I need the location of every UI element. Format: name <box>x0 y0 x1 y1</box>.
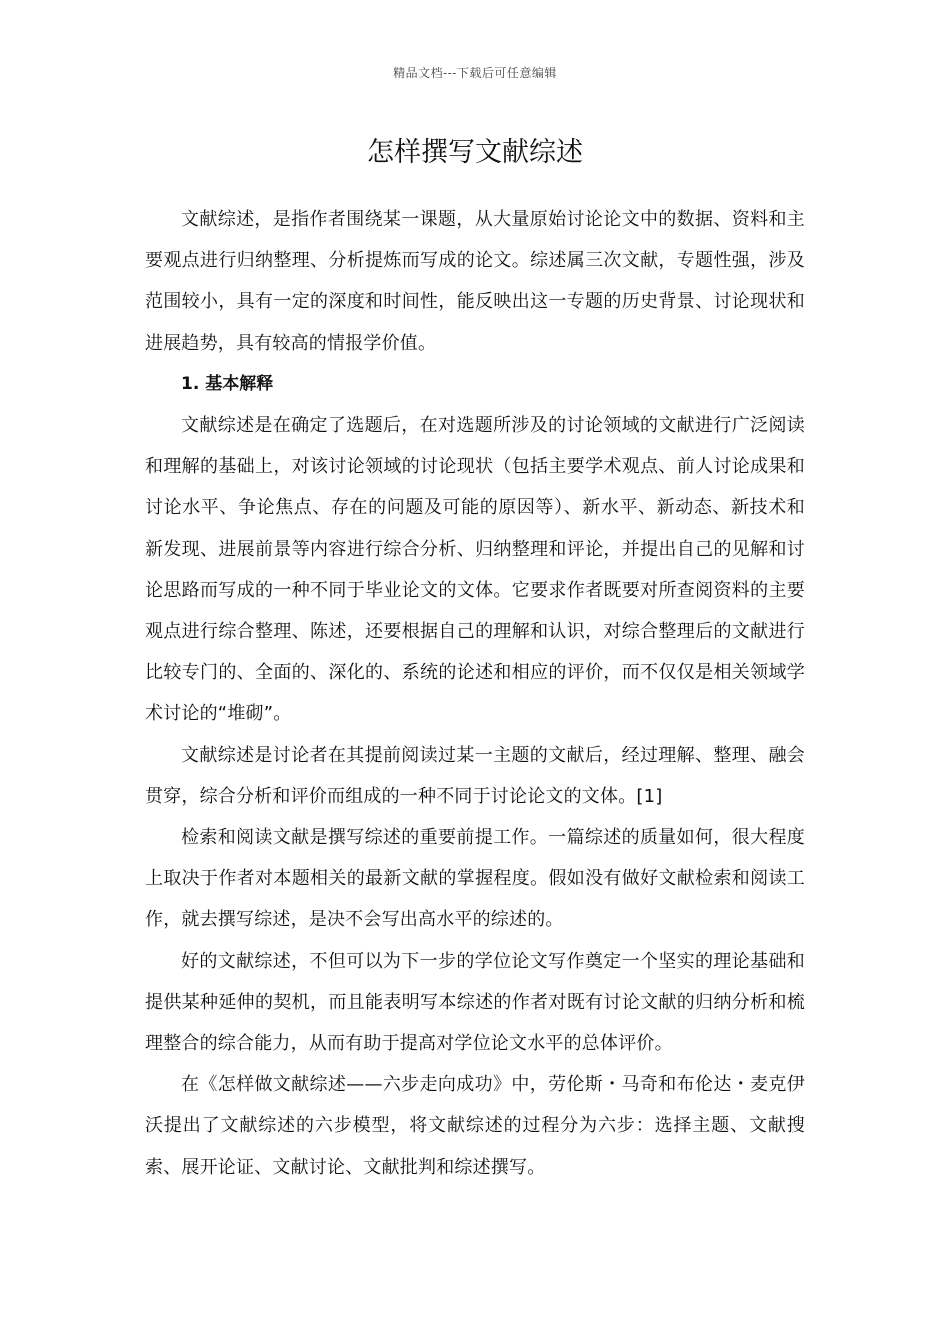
page-header: 精品文档---下载后可任意编辑 <box>393 66 557 80</box>
paragraph-retrieval: 检索和阅读文献是撰写综述的重要前提工作。一篇综述的质量如何，很大程度上取决于作者对本题相关的最新文献的掌握程度。假如没有做好文献检索和阅读工作，就去撰写综述，是决不会写出高水平的综述的。 <box>145 827 805 931</box>
paragraph-intro: 文献综述，是指作者围绕某一课题，从大量原始讨论论文中的数据、资料和主要观点进行归纳整理、分析提炼而写成的论文。综述属三次文献，专题性强，涉及范围较小，具有一定的深度和时间性，能反映出这一专题的历史背景、讨论现状和进展趋势，具有较高的情报学价值。 <box>145 209 805 354</box>
paragraph-definition: 文献综述是在确定了选题后，在对选题所涉及的讨论领域的文献进行广泛阅读和理解的基础上，对该讨论领域的讨论现状（包括主要学术观点、前人讨论成果和讨论水平、争论焦点、存在的问题及可能的原因等）、新水平、新动态、新技术和新发现、进展前景等内容进行综合分析、归纳整理和评论，并提出自己的见解和讨论思路而写成的一种不同于毕业论文的文体。它要求作者既要对所查阅资料的主要观点进行综合整理、陈述，还要根据自己的理解和认识，对综合整理后的文献进行比较专门的、全面的、深化的、系统的论述和相应的评价，而不仅仅是相关领域学术讨论的“堆砌”。 <box>145 415 805 725</box>
paragraph-definition-2: 文献综述是讨论者在其提前阅读过某一主题的文献后，经过理解、整理、融会贯穿，综合分析和评价而组成的一种不同于讨论论文的文体。[1] <box>145 744 805 807</box>
document-body <box>145 199 805 1188</box>
document-title: 怎样撰写文献综述 <box>367 137 583 168</box>
paragraph-value: 好的文献综述，不但可以为下一步的学位论文写作奠定一个坚实的理论基础和提供某种延伸的契机，而且能表明写本综述的作者对既有讨论文献的归纳分析和梳理整合的综合能力，从而有助于提高对学位论文水平的总体评价。 <box>145 950 805 1055</box>
section-heading-basic-explanation: 1. 基本解释 <box>181 373 274 394</box>
paragraph-six-steps: 在《怎样做文献综述——六步走向成功》中，劳伦斯・马奇和布伦达・麦克伊沃提出了文献综述的六步模型，将文献综述的过程分为六步：选择主题、文献搜索、展开论证、文献讨论、文献批判和综述撰写。 <box>145 1074 805 1178</box>
